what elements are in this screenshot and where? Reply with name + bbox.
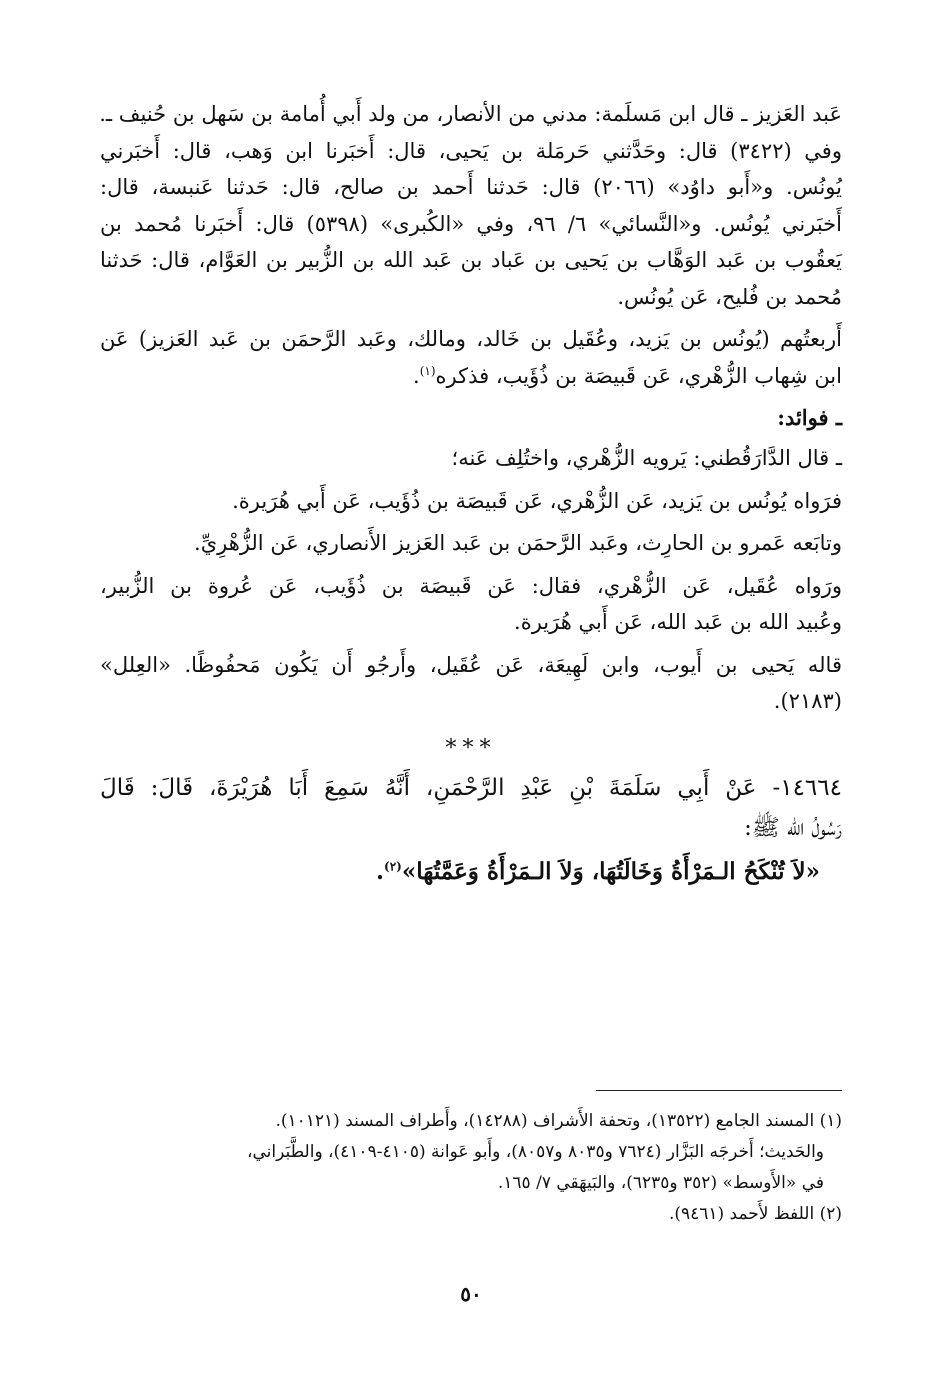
page-number: ٥٠	[460, 1282, 482, 1306]
text-line: ورَواه عُقَيل، عَن الزُّهْري، فقال: عَن قَبيصَة بن ذُؤَيب، عَن عُروة بن الزُّبير،	[100, 573, 842, 598]
footnote-1-continued: والحَديث؛ أَخرجَه البَزَّار (٧٦٢٤ و٨٠٣٥ و٨٠٥٧)، وأَبو عَوانة (٤١٠٥-٤١٠٩)، والطَّبَراني،	[246, 1142, 824, 1162]
paragraph-uqayl	[100, 568, 842, 641]
footnote-1-continued: في «الأَوسط» (٣٥٢ و٦٢٣٥)، والبَيهَقي ٧/ ١٦٥.	[497, 1173, 824, 1193]
text-segment: ابن شِهاب الزُّهْري، عَن قَبيصَة بن ذُؤَيب، فذكره	[435, 363, 842, 388]
text-line: مُحمد بن فُليح، عَن يُونُس.	[617, 284, 842, 309]
text-line: عَبد العَزيز ـ قال ابن مَسلَمة: مدني من الأنصار، من ولد أَبي أُمامة بن سَهل بن حُنيف ـ.	[99, 102, 842, 126]
text-line: أَخبَرني يُونُس. و«النَّسائي» ٦/ ٩٦، وفي «الكُبرى» (٥٣٩٨) قال: أَخبَرنا مُحمد بن	[100, 211, 842, 236]
text-segment: .	[376, 857, 385, 885]
text-line: (٢١٨٣).	[773, 689, 842, 713]
text-line: وعُبيد الله بن عَبد الله، عَن أَبي هُرَيرة.	[514, 610, 842, 634]
hadith-matn	[100, 852, 842, 892]
paragraph-ilal	[100, 647, 842, 720]
footnote-1: (١) المسند الجامع (١٣٥٢٢)، وتحفة الأَشراف (١٤٢٨٨)، وأَطراف المسند (١٠١٢١).	[275, 1111, 842, 1131]
text-line: وفي (٣٤٢٢) قال: وحَدَّثني حَرمَلة بن يَحيى، قال: أَخبَرنا ابن وَهب، قال: أَخبَرني	[100, 138, 842, 163]
text-line: وتابَعه عَمرو بن الحارِث، وعَبد الرَّحمَن بن عَبد العَزيز الأَنصاري، عَن الزُّهْرِيِّ.	[194, 531, 842, 555]
text-line: ـ قال الدَّارَقُطني: يَرويه الزُّهْري، واختُلِف عَنه؛	[451, 446, 842, 470]
text-line: يُونُس. و«أَبو داوُد» (٢٠٦٦) قال: حَدثنا أَحمد بن صالح، قال: حَدثنا عَنبسة، قال:	[100, 175, 842, 199]
page-body	[100, 96, 842, 892]
footnote-2: (٢) اللفظ لأَحمد (٩٤٦١).	[668, 1204, 842, 1224]
footnote-divider	[596, 1090, 842, 1091]
footnotes	[100, 1106, 842, 1230]
paragraph-isnad-1	[100, 96, 842, 315]
paragraph-mutaba	[100, 525, 842, 562]
text-line	[100, 358, 842, 395]
footnote-ref-1[interactable]: (١)	[419, 363, 436, 378]
paragraph-daraqutni	[100, 440, 842, 477]
paragraph-yunus	[100, 483, 842, 520]
paragraph-isnad-2	[100, 321, 842, 394]
hadith-line: ١٤٦٦٤- عَنْ أَبِي سَلَمَةَ بْنِ عَبْدِ الرَّحْمَنِ، أَنَّهُ سَمِعَ أَبَا هُرَيْرَةَ، قَالَ: قَالَ	[100, 774, 842, 801]
fawaid-heading: ـ فوائد:	[777, 405, 842, 430]
text-line: أَربعتُهم (يُونُس بن يَزيد، وعُقَيل بن خَالد، ومالك، وعَبد الرَّحمَن بن عَبد العَزيز) عَن	[100, 327, 842, 351]
hadith-quote: «لاَ تُنْكَحُ الـمَرْأَةُ وَخَالَتُهَا، وَلاَ الـمَرْأَةُ وَعَمَّتُهَا»	[401, 857, 820, 885]
text-line: فرَواه يُونُس بن يَزيد، عَن الزُّهْري، عَن قَبيصَة بن ذُؤَيب، عَن أَبي هُرَيرة.	[232, 488, 842, 513]
hadith-line: رَسُولُ الله ﷺ:	[744, 814, 842, 841]
text-line: قاله يَحيى بن أَيوب، وابن لَهِيعَة، عَن عُقَيل، وأَرجُو أَن يَكُون مَحفُوظًا. «العِلل»	[100, 652, 842, 677]
text-segment: .	[413, 363, 420, 388]
section-separator: ***	[445, 735, 497, 761]
hadith-block	[100, 768, 842, 892]
text-line: يَعقُوب بن عَبد الوَهَّاب بن يَحيى بن عَباد بن عَبد الله بن الزُّبير بن العَوَّام، قال: حَدثنا	[100, 248, 842, 272]
footnote-ref-2[interactable]: (٢)	[384, 858, 402, 873]
